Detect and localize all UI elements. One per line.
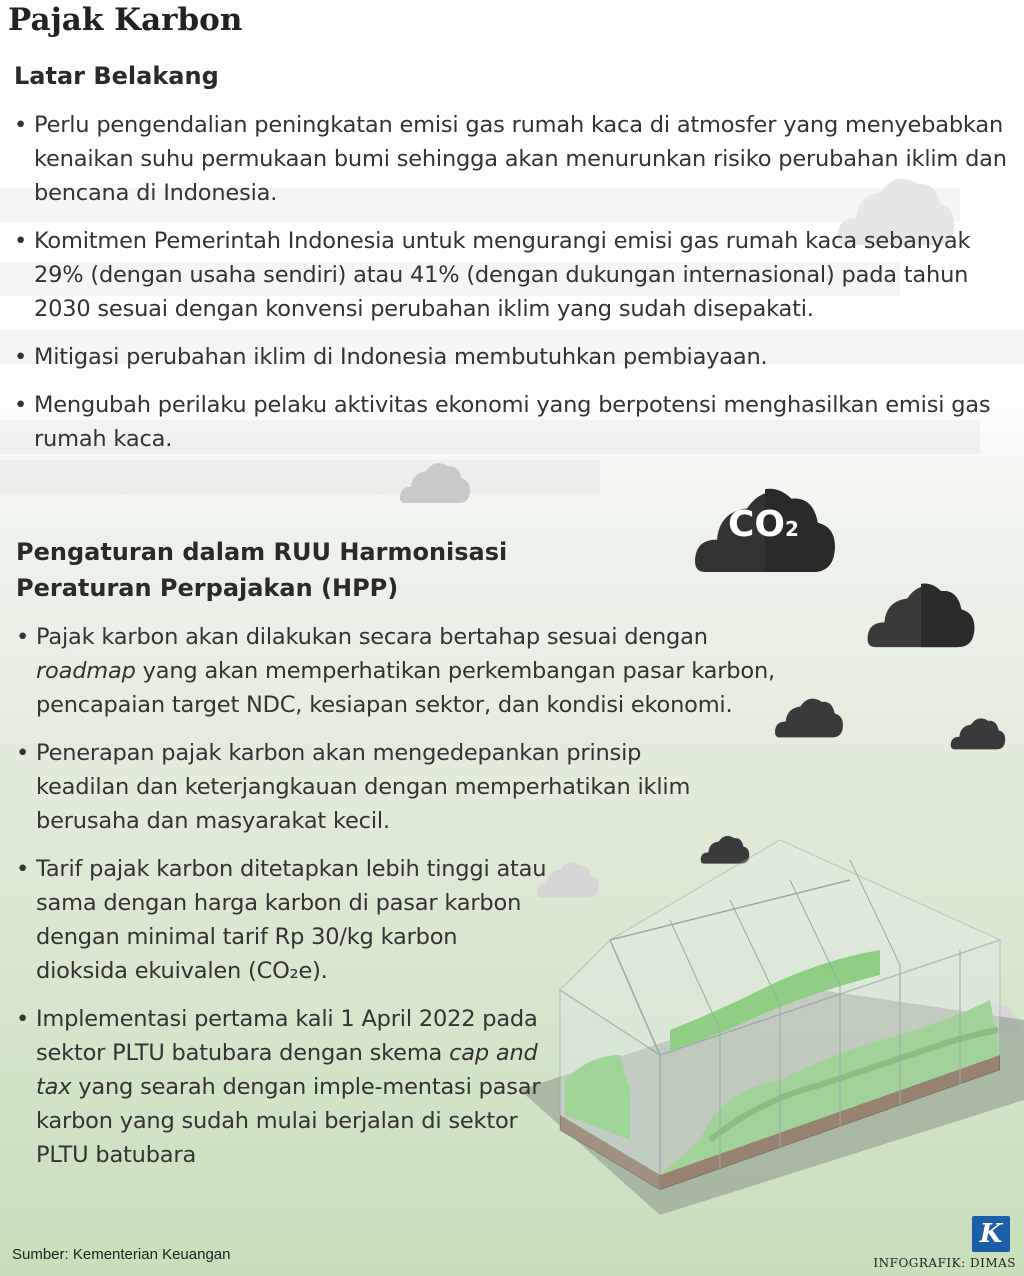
cloud-icon bbox=[866, 578, 976, 652]
list-item: • Penerapan pajak karbon akan mengedepankan prinsip keadilan dan keterjangkauan dengan memperhatikan iklim berusaha dan masyarakat kecil. bbox=[16, 740, 691, 834]
list-item: • Mitigasi perubahan iklim di Indonesia membutuhkan pembiayaan. bbox=[14, 344, 768, 370]
cloud-icon bbox=[774, 692, 844, 742]
list-item: • Komitmen Pemerintah Indonesia untuk mengurangi emisi gas rumah kaca sebanyak 29% (dengan usaha sendiri) atau 41% (dengan dukungan internasional) pada tahun 2030 sesuai dengan konvensi perubahan iklim yang sudah disepakati. bbox=[14, 228, 971, 322]
credit-note: INFOGRAFIK: DIMAS bbox=[873, 1256, 1016, 1270]
list-item: • Perlu pengendalian peningkatan emisi gas rumah kaca di atmosfer yang menyebabkan kenaikan suhu permukaan bumi sehingga akan menurunkan risiko perubahan iklim dan bencana di Indonesia. bbox=[14, 112, 1007, 206]
list-item: • Pajak karbon akan dilakukan secara bertahap sesuai dengan roadmap yang akan memperhatikan perkembangan pasar karbon, pencapaian target NDC, kesiapan sektor, dan kondisi ekonomi. bbox=[16, 624, 775, 718]
cloud-icon bbox=[398, 458, 472, 506]
kompas-logo: K bbox=[972, 1216, 1010, 1252]
latar-belakang-list bbox=[14, 108, 1014, 456]
hpp-list bbox=[16, 620, 776, 1172]
list-item: • Implementasi pertama kali 1 April 2022 pada sektor PLTU batubara dengan skema cap and tax yang searah dengan imple-mentasi pasar karbon yang sudah mulai berjalan di sektor PLTU batubara bbox=[16, 1006, 541, 1168]
source-note: Sumber: Kementerian Keuangan bbox=[12, 1246, 231, 1263]
list-item: • Mengubah perilaku pelaku aktivitas ekonomi yang berpotensi menghasilkan emisi gas rumah kaca. bbox=[14, 392, 991, 452]
list-item: • Tarif pajak karbon ditetapkan lebih tinggi atau sama dengan harga karbon di pasar karbon dengan minimal tarif Rp 30/kg karbon dioksida ekuivalen (CO₂e). bbox=[16, 856, 547, 984]
co2-label: CO2 bbox=[728, 504, 799, 545]
cloud-icon bbox=[950, 714, 1006, 752]
background-band bbox=[0, 460, 600, 494]
section-heading-hpp: Pengaturan dalam RUU Harmonisasi Peraturan Perpajakan (HPP) bbox=[16, 538, 508, 602]
page-title: Pajak Karbon bbox=[8, 2, 243, 38]
section-heading-latar-belakang: Latar Belakang bbox=[14, 62, 219, 90]
